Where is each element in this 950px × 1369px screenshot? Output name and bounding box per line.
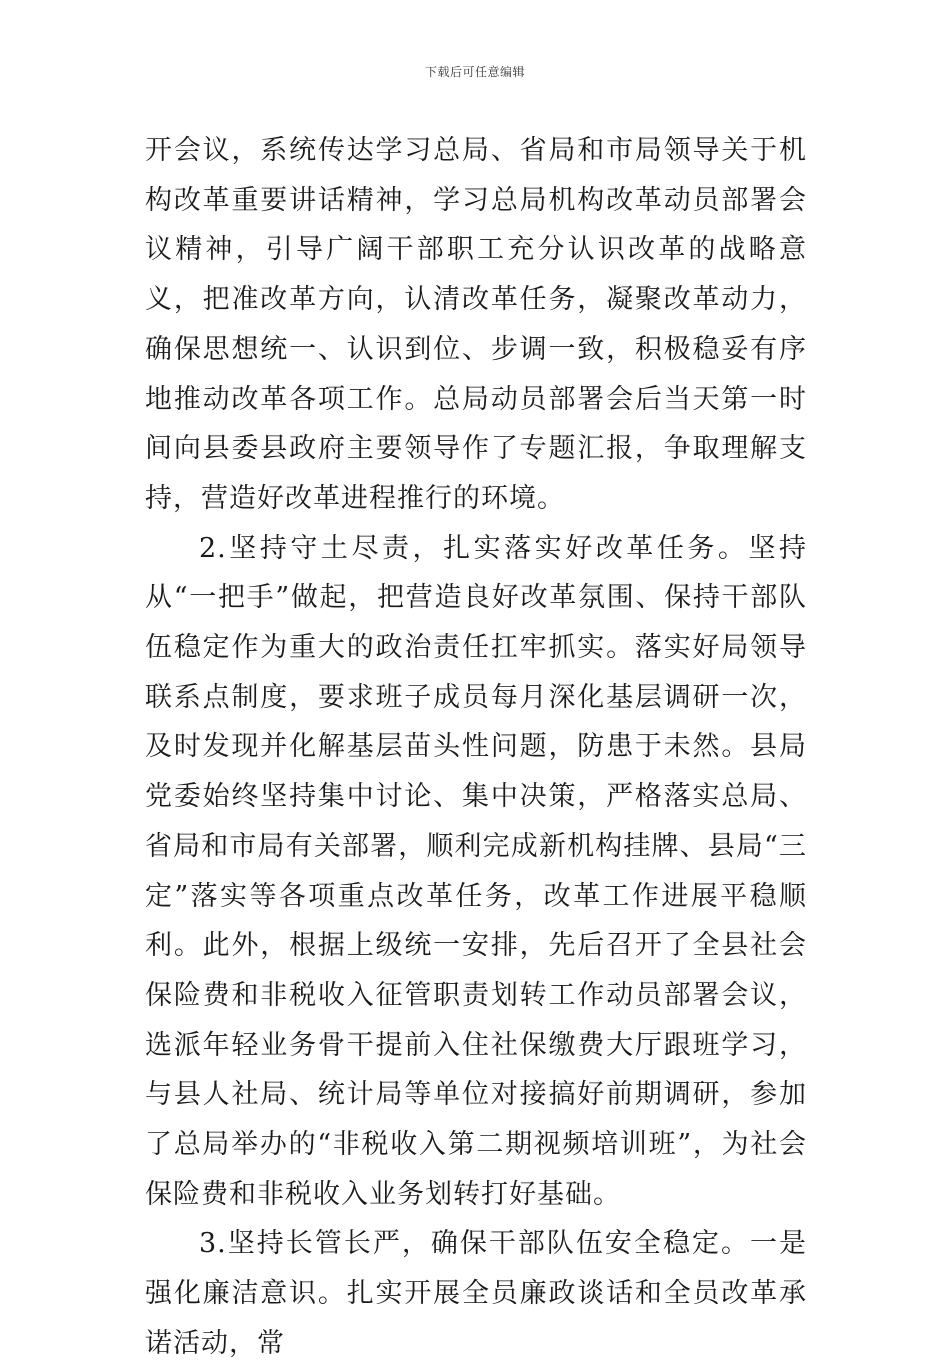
document-body bbox=[145, 126, 807, 1369]
paragraph-item-2: 2.坚持守土尽责，扎实落实好改革任务。坚持从“一把手”做起，把营造良好改革氛围、保持干部队伍稳定作为重大的政治责任扛牢抓实。落实好局领导联系点制度，要求班子成员每月深化基层调研一次，及时发现并化解基层苗头性问题，防患于未然。县局党委始终坚持集中讨论、集中决策，严格落实总局、省局和市局有关部署，顺利完成新机构挂牌、县局“三定”落实等各项重点改革任务，改革工作进展平稳顺利。此外，根据上级统一安排，先后召开了全县社会保险费和非税收入征管职责划转工作动员部署会议，选派年轻业务骨干提前入住社保缴费大厅跟班学习，与县人社局、统计局等单位对接搞好前期调研，参加了总局举办的“非税收入第二期视频培训班”，为社会保险费和非税收入业务划转打好基础。 bbox=[145, 532, 807, 1210]
page-header: 下载后可任意编辑 bbox=[424, 65, 525, 79]
paragraph-continuation: 开会议，系统传达学习总局、省局和市局领导关于机构改革重要讲话精神，学习总局机构改革动员部署会议精神，引导广阔干部职工充分认识改革的战略意义，把准改革方向，认清改革任务，凝聚改革动力，确保思想统一、认识到位、步调一致，积极稳妥有序地推动改革各项工作。总局动员部署会后当天第一时间向县委县政府主要领导作了专题汇报，争取理解支持，营造好改革进程推行的环境。 bbox=[145, 135, 807, 514]
paragraph-item-3: 3.坚持长管长严，确保干部队伍安全稳定。一是强化廉洁意识。扎实开展全员廉政谈话和全员改革承诺活动，常 bbox=[145, 1228, 807, 1359]
